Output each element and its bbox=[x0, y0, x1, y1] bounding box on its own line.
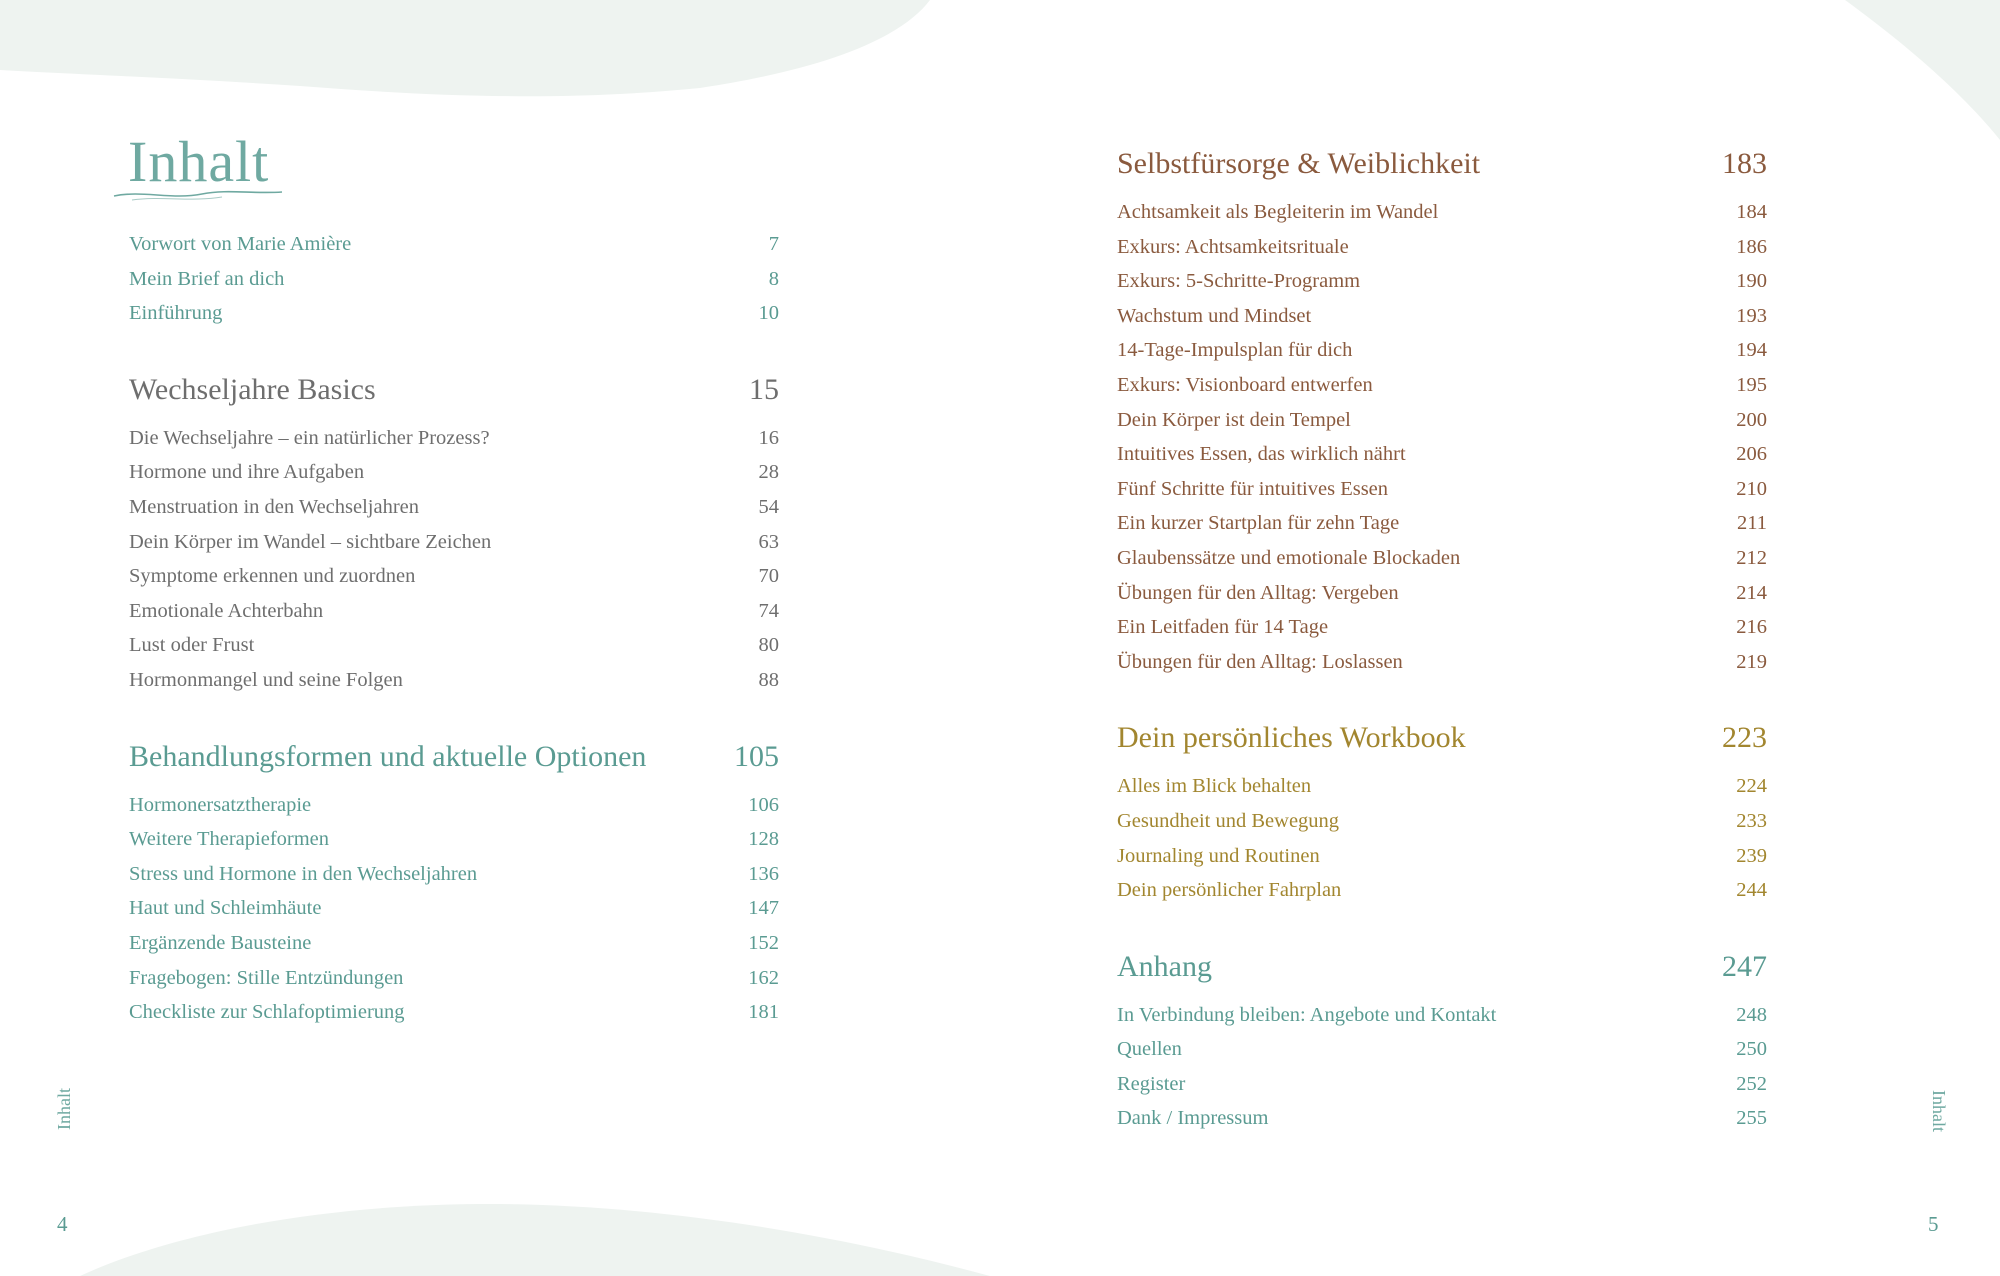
toc-entry-page-number: 190 bbox=[1736, 270, 1767, 293]
toc-entry-label: Übungen für den Alltag: Loslassen bbox=[1117, 650, 1403, 673]
toc-section bbox=[129, 233, 779, 337]
toc-entry[interactable] bbox=[129, 794, 779, 829]
toc-entry-label: Mein Brief an dich bbox=[129, 267, 285, 290]
toc-entry[interactable] bbox=[129, 233, 779, 268]
toc-entry-label: Hormonmangel und seine Folgen bbox=[129, 668, 403, 691]
toc-entry-page-number: 7 bbox=[768, 233, 779, 255]
toc-entry-page-number: 224 bbox=[1736, 775, 1767, 798]
toc-entry-page-number: 250 bbox=[1736, 1038, 1767, 1061]
toc-entry-page-number: 74 bbox=[758, 599, 779, 622]
toc-entry-label: In Verbindung bleiben: Angebote und Kontakt bbox=[1117, 1003, 1497, 1026]
toc-entry[interactable] bbox=[129, 461, 779, 496]
toc-entry[interactable] bbox=[129, 828, 779, 863]
section-heading-page-number: 183 bbox=[1722, 147, 1767, 180]
toc-entry-label: Journaling und Routinen bbox=[1117, 844, 1320, 867]
side-section-label-right: Inhalt bbox=[1929, 1090, 1949, 1132]
toc-entry[interactable] bbox=[1117, 339, 1767, 374]
toc-entry[interactable] bbox=[129, 427, 779, 462]
toc-entry-page-number: 10 bbox=[758, 302, 779, 325]
toc-entry-page-number: 28 bbox=[758, 461, 779, 484]
toc-entry[interactable] bbox=[1117, 879, 1767, 914]
toc-entry-page-number: 212 bbox=[1736, 546, 1767, 569]
toc-entry[interactable] bbox=[129, 600, 779, 635]
toc-section bbox=[1117, 721, 1767, 913]
toc-entry-page-number: 184 bbox=[1736, 201, 1767, 223]
toc-entry-page-number: 211 bbox=[1737, 512, 1767, 535]
toc-entry[interactable] bbox=[1117, 478, 1767, 513]
toc-entry-page-number: 252 bbox=[1736, 1072, 1767, 1095]
toc-entry-label: Lust oder Frust bbox=[129, 634, 255, 657]
section-heading-page-number: 105 bbox=[734, 739, 779, 773]
toc-entry[interactable] bbox=[129, 1001, 779, 1036]
toc-entry-page-number: 54 bbox=[758, 495, 779, 518]
toc-entry-label: Fragebogen: Stille Entzündungen bbox=[129, 966, 404, 989]
toc-entry[interactable] bbox=[1117, 236, 1767, 271]
toc-left-column bbox=[129, 233, 779, 1036]
toc-entry[interactable] bbox=[1117, 1073, 1767, 1108]
toc-entry-page-number: 214 bbox=[1736, 581, 1767, 604]
toc-entry-label: Checkliste zur Schlafoptimierung bbox=[129, 1001, 405, 1024]
section-heading[interactable] bbox=[1117, 147, 1767, 193]
toc-entry-label: Haut und Schleimhäute bbox=[129, 897, 322, 920]
section-heading-page-number: 247 bbox=[1722, 949, 1767, 983]
toc-entry-page-number: 147 bbox=[748, 897, 779, 920]
toc-entry-label: Exkurs: 5-Schritte-Programm bbox=[1117, 270, 1361, 293]
toc-entry-page-number: 88 bbox=[758, 668, 779, 691]
toc-entry[interactable] bbox=[1117, 582, 1767, 617]
toc-section bbox=[1117, 950, 1767, 1142]
toc-entry[interactable] bbox=[1117, 1038, 1767, 1073]
toc-entry-label: Fünf Schritte für intuitives Essen bbox=[1117, 477, 1389, 500]
toc-entry-label: Ein kurzer Startplan für zehn Tage bbox=[1117, 512, 1400, 535]
toc-entry-page-number: 63 bbox=[758, 530, 779, 553]
toc-entry-label: Hormonersatztherapie bbox=[129, 793, 312, 816]
toc-entry[interactable] bbox=[1117, 1004, 1767, 1039]
toc-entry-label: Vorwort von Marie Amière bbox=[129, 233, 352, 255]
toc-entry-page-number: 70 bbox=[758, 565, 779, 588]
toc-entry[interactable] bbox=[1117, 775, 1767, 810]
toc-entry-page-number: 162 bbox=[748, 966, 779, 989]
toc-entry-page-number: 206 bbox=[1736, 443, 1767, 466]
toc-entry-label: Gesundheit und Bewegung bbox=[1117, 809, 1340, 832]
toc-entry-label: Weitere Therapieformen bbox=[129, 828, 330, 851]
toc-entry-page-number: 255 bbox=[1736, 1107, 1767, 1130]
toc-entry-page-number: 248 bbox=[1736, 1003, 1767, 1026]
toc-entry[interactable] bbox=[1117, 374, 1767, 409]
toc-entry-label: Hormone und ihre Aufgaben bbox=[129, 461, 365, 484]
toc-entry-label: Alles im Blick behalten bbox=[1117, 775, 1312, 798]
toc-entry[interactable] bbox=[1117, 651, 1767, 686]
toc-section bbox=[129, 740, 779, 1036]
toc-entry-page-number: 186 bbox=[1736, 235, 1767, 258]
toc-entry-page-number: 210 bbox=[1736, 477, 1767, 500]
toc-section bbox=[129, 373, 779, 704]
toc-entry[interactable] bbox=[129, 967, 779, 1002]
section-heading[interactable] bbox=[129, 373, 779, 419]
toc-entry-page-number: 219 bbox=[1736, 650, 1767, 673]
title-underline-swash bbox=[112, 186, 284, 204]
section-heading-page-number: 223 bbox=[1722, 721, 1767, 755]
toc-entry-page-number: 152 bbox=[748, 931, 779, 954]
toc-entry-page-number: 181 bbox=[748, 1001, 779, 1024]
toc-entry-page-number: 200 bbox=[1736, 408, 1767, 431]
toc-entry[interactable] bbox=[129, 897, 779, 932]
toc-entry-label: Dein Körper ist dein Tempel bbox=[1117, 408, 1351, 431]
section-heading-title: Dein persönliches Workbook bbox=[1117, 721, 1466, 755]
toc-entry[interactable] bbox=[1117, 616, 1767, 651]
toc-entry-page-number: 195 bbox=[1736, 373, 1767, 396]
toc-entry-label: Achtsamkeit als Begleiterin im Wandel bbox=[1117, 201, 1439, 223]
toc-entry[interactable] bbox=[1117, 270, 1767, 305]
toc-entry-page-number: 136 bbox=[748, 862, 779, 885]
toc-entry[interactable] bbox=[1117, 1107, 1767, 1142]
toc-entry[interactable] bbox=[129, 268, 779, 303]
toc-entry-label: Einführung bbox=[129, 302, 223, 325]
toc-entry-label: Wachstum und Mindset bbox=[1117, 304, 1312, 327]
toc-entry-page-number: 8 bbox=[768, 267, 779, 290]
toc-entry-label: Symptome erkennen und zuordnen bbox=[129, 565, 416, 588]
toc-entry[interactable] bbox=[1117, 409, 1767, 444]
toc-entry[interactable] bbox=[129, 669, 779, 704]
toc-entry-label: Exkurs: Visionboard entwerfen bbox=[1117, 373, 1373, 396]
toc-entry-label: Dein Körper im Wandel – sichtbare Zeichen bbox=[129, 530, 492, 553]
toc-entry-page-number: 106 bbox=[748, 793, 779, 816]
section-heading-page-number: 15 bbox=[749, 372, 779, 406]
toc-entry-label: Ergänzende Bausteine bbox=[129, 931, 312, 954]
toc-entry-page-number: 128 bbox=[748, 828, 779, 851]
toc-entry[interactable] bbox=[129, 565, 779, 600]
toc-entry[interactable] bbox=[1117, 845, 1767, 880]
toc-entry-label: 14-Tage-Impulsplan für dich bbox=[1117, 339, 1353, 362]
toc-entry[interactable] bbox=[129, 863, 779, 898]
toc-entry[interactable] bbox=[129, 634, 779, 669]
toc-entry-label: Dein persönlicher Fahrplan bbox=[1117, 879, 1342, 902]
section-heading[interactable] bbox=[1117, 721, 1767, 767]
page-number-right: 5 bbox=[1928, 1212, 1939, 1236]
toc-entry-label: Emotionale Achterbahn bbox=[129, 599, 324, 622]
toc-entry[interactable] bbox=[1117, 305, 1767, 340]
toc-entry-label: Dank / Impressum bbox=[1117, 1107, 1269, 1130]
toc-entry-label: Ein Leitfaden für 14 Tage bbox=[1117, 616, 1329, 639]
toc-section bbox=[1117, 147, 1767, 685]
toc-entry[interactable] bbox=[1117, 512, 1767, 547]
section-heading-title: Anhang bbox=[1117, 949, 1212, 983]
toc-entry-page-number: 244 bbox=[1736, 879, 1767, 902]
toc-entry[interactable] bbox=[129, 932, 779, 967]
toc-entry-page-number: 239 bbox=[1736, 844, 1767, 867]
toc-entry-label: Exkurs: Achtsamkeitsrituale bbox=[1117, 235, 1349, 258]
toc-entry[interactable] bbox=[1117, 443, 1767, 478]
section-heading-title: Selbstfürsorge & Weiblichkeit bbox=[1117, 147, 1481, 180]
toc-entry-label: Menstruation in den Wechseljahren bbox=[129, 495, 420, 518]
side-section-label-left: Inhalt bbox=[54, 1088, 74, 1130]
toc-entry[interactable] bbox=[129, 302, 779, 337]
toc-entry[interactable] bbox=[1117, 547, 1767, 582]
toc-entry-label: Stress und Hormone in den Wechseljahren bbox=[129, 862, 478, 885]
page-title: Inhalt bbox=[128, 129, 270, 194]
toc-entry-page-number: 193 bbox=[1736, 304, 1767, 327]
toc-entry[interactable] bbox=[1117, 201, 1767, 236]
toc-entry-page-number: 194 bbox=[1736, 339, 1767, 362]
section-heading-title: Behandlungsformen und aktuelle Optionen bbox=[129, 739, 647, 773]
page-number-left: 4 bbox=[57, 1212, 68, 1236]
toc-right-column bbox=[1117, 147, 1767, 1142]
toc-entry[interactable] bbox=[129, 496, 779, 531]
section-heading[interactable] bbox=[129, 740, 779, 786]
toc-entry-label: Register bbox=[1117, 1072, 1186, 1095]
toc-entry-label: Übungen für den Alltag: Vergeben bbox=[1117, 581, 1399, 604]
toc-entry-page-number: 216 bbox=[1736, 616, 1767, 639]
toc-entry-label: Quellen bbox=[1117, 1038, 1182, 1061]
toc-entry-page-number: 233 bbox=[1736, 809, 1767, 832]
toc-entry-page-number: 16 bbox=[758, 426, 779, 449]
toc-entry[interactable] bbox=[129, 531, 779, 566]
section-heading[interactable] bbox=[1117, 950, 1767, 996]
section-heading-title: Wechseljahre Basics bbox=[129, 372, 376, 406]
toc-entry-label: Glaubenssätze und emotionale Blockaden bbox=[1117, 546, 1461, 569]
toc-entry-page-number: 80 bbox=[758, 634, 779, 657]
toc-entry-label: Intuitives Essen, das wirklich nährt bbox=[1117, 443, 1406, 466]
toc-entry[interactable] bbox=[1117, 810, 1767, 845]
toc-entry-label: Die Wechseljahre – ein natürlicher Prozess? bbox=[129, 426, 490, 449]
